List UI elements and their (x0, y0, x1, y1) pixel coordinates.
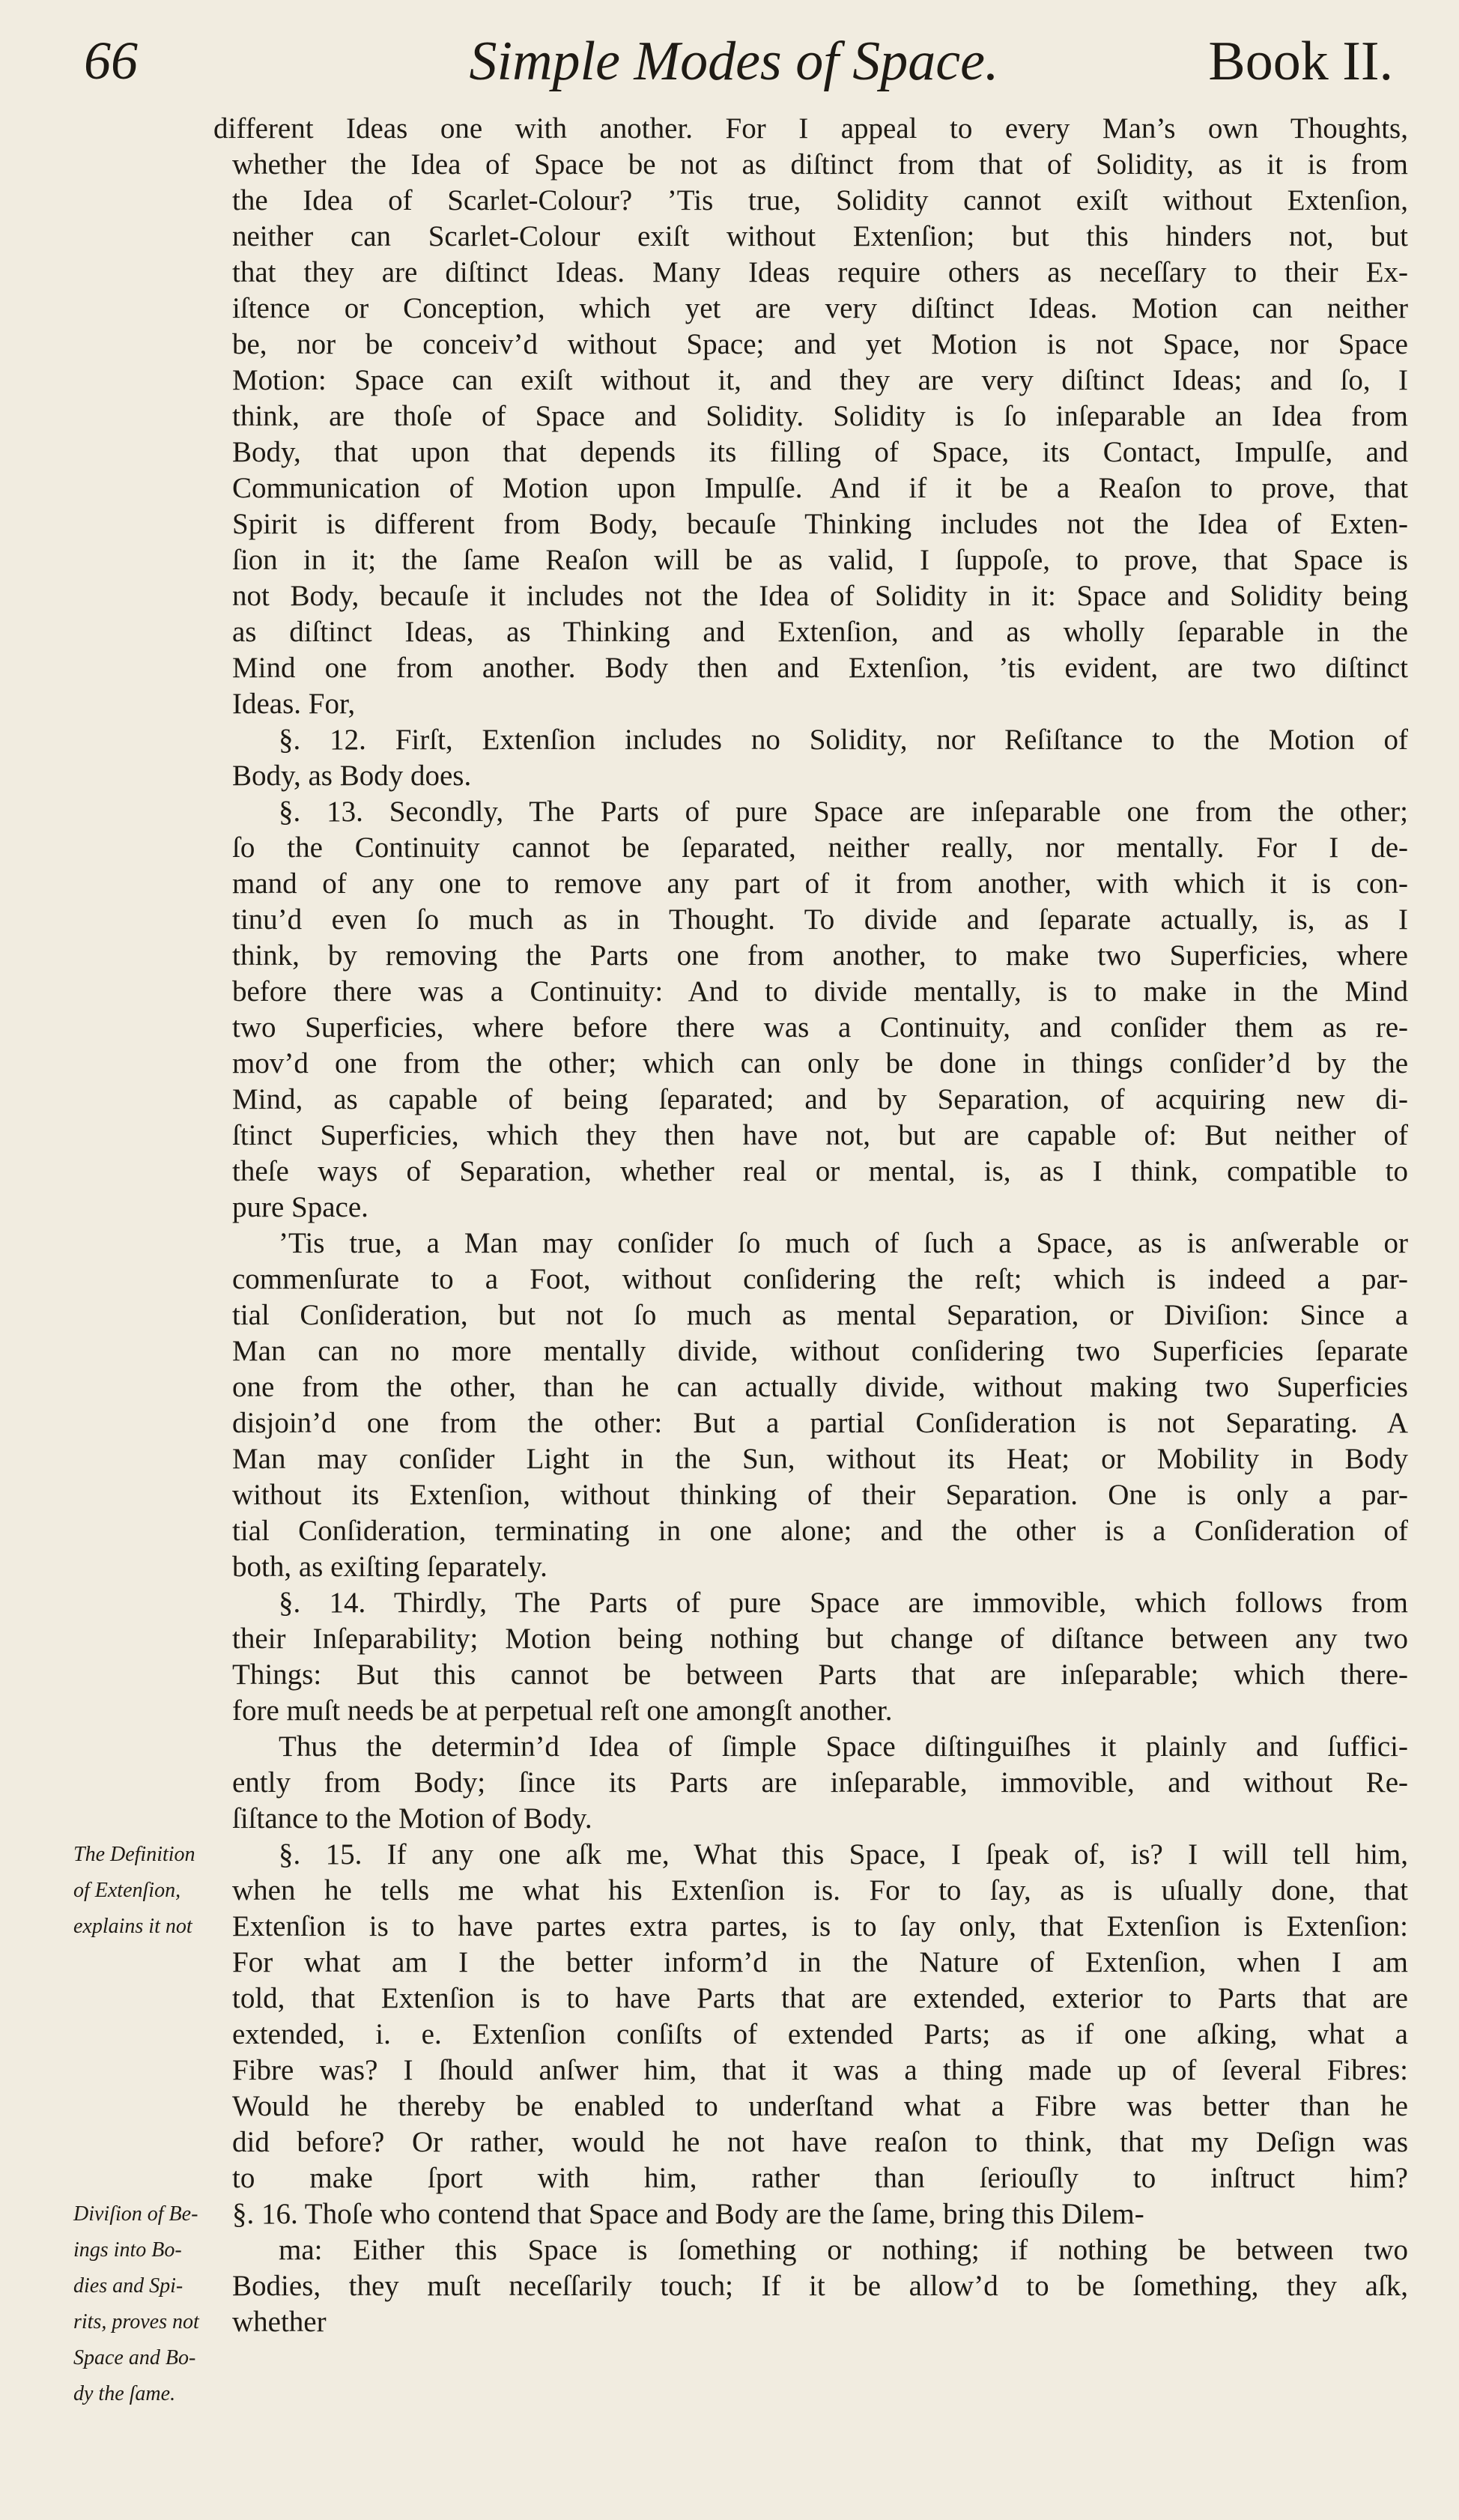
margin-note: Space and Bo- (73, 2346, 196, 2369)
text-line: Things: But this cannot be between Parts that are inſeparable; which there- (232, 1659, 1408, 1691)
text-line: Body, that upon that depends its filling of Space, its Contact, Impulſe, and (232, 436, 1408, 468)
text-line: Mind, as capable of being ſeparated; and by Separation, of acquiring new di- (232, 1083, 1408, 1115)
margin-note: explains it not (73, 1915, 192, 1938)
margin-note: dies and Spi- (73, 2274, 183, 2298)
text-line: Thus the determin’d Idea of ſimple Space diſtinguiſhes it plainly and ſuffici- (279, 1730, 1408, 1763)
text-line: commenſurate to a Foot, without conſidering the reſt; which is indeed a par- (232, 1263, 1408, 1295)
margin-note: dy the ſame. (73, 2382, 176, 2405)
text-line: when he tells me what his Extenſion is. For to ſay, as is uſually done, that (232, 1874, 1408, 1906)
margin-note: of Extenſion, (73, 1879, 181, 1902)
text-line: ſo the Continuity cannot be ſeparated, neither really, nor mentally. For I de- (232, 832, 1408, 864)
text-line: ſtinct Superficies, which they then have not, but are capable of: But neither of (232, 1119, 1408, 1151)
text-line: §. 14. Thirdly, The Parts of pure Space are immovible, which follows from (279, 1587, 1408, 1619)
text-line: the Idea of Scarlet-Colour? ’Tis true, Solidity cannot exiſt without Extenſion, (232, 184, 1408, 216)
text-line: Mind one from another. Body then and Extenſion, ’tis evident, are two diſtinct (232, 652, 1408, 684)
text-line: to make ſport with him, rather than ſeriouſly to inſtruct him? (232, 2162, 1408, 2194)
text-line: before there was a Continuity: And to divide mentally, is to make in the Mind (232, 975, 1408, 1008)
running-title: Simple Modes of Space. (469, 31, 999, 92)
text-line: ſiſtance to the Motion of Body. (232, 1802, 592, 1835)
text-line: fore muſt needs be at perpetual reſt one amongſt another. (232, 1694, 893, 1727)
text-line: §. 13. Secondly, The Parts of pure Space are inſeparable one from the other; (279, 796, 1408, 828)
text-line: think, by removing the Parts one from another, to make two Superficies, where (232, 939, 1408, 972)
text-line: be, nor be conceiv’d without Space; and yet Motion is not Space, nor Space (232, 328, 1408, 360)
text-line: disjoin’d one from the other: But a partial Conſideration is not Separating. A (232, 1407, 1408, 1439)
page-header (75, 22, 1393, 105)
text-line: theſe ways of Separation, whether real or mental, is, as I think, compatible to (232, 1155, 1408, 1187)
margin-note: ings into Bo- (73, 2238, 182, 2262)
text-line: iſtence or Conception, which yet are very diſtinct Ideas. Motion can neither (232, 292, 1408, 324)
text-line: tinu’d even ſo much as in Thought. To divide and ſeparate actually, is, as I (232, 903, 1408, 936)
page-number: 66 (84, 31, 138, 91)
text-line: that they are diſtinct Ideas. Many Ideas require others as neceſſary to their Ex- (232, 256, 1408, 288)
text-line: ſion in it; the ſame Reaſon will be as valid, I ſuppoſe, to prove, that Space is (232, 544, 1408, 576)
text-line: whether (232, 2306, 327, 2338)
text-line: Would he thereby be enabled to underſtand what a Fibre was better than he (232, 2090, 1408, 2122)
margin-note: The Definition (73, 1843, 195, 1866)
text-line: Communication of Motion upon Impulſe. And if it be a Reaſon to prove, that (232, 472, 1408, 504)
text-line: tial Conſideration, but not ſo much as mental Separation, or Diviſion: Since a (232, 1299, 1408, 1331)
text-line: §. 15. If any one aſk me, What this Space, I ſpeak of, is? I will tell him, (279, 1838, 1408, 1871)
text-line: pure Space. (232, 1191, 368, 1223)
text-line: mov’d one from the other; which can only be done in things conſider’d by the (232, 1047, 1408, 1079)
text-line: extended, i. e. Extenſion conſiſts of extended Parts; as if one aſking, what a (232, 2018, 1408, 2050)
text-line: tial Conſideration, terminating in one alone; and the other is a Conſideration of (232, 1515, 1408, 1547)
text-line: two Superficies, where before there was a Continuity, and conſider them as re- (232, 1011, 1408, 1044)
text-line: Ideas. For, (232, 688, 356, 720)
text-line: ma: Either this Space is ſomething or nothing; if nothing be between two (279, 2234, 1408, 2266)
catchword (232, 2340, 1408, 2376)
text-line: Man can no more mentally divide, without conſidering two Superficies ſeparate (232, 1335, 1408, 1367)
margin-note: rits, proves not (73, 2310, 199, 2333)
text-line: without its Extenſion, without thinking of their Separation. One is only a par- (232, 1479, 1408, 1511)
text-line: as diſtinct Ideas, as Thinking and Extenſion, and as wholly ſeparable in the (232, 616, 1408, 648)
text-line: neither can Scarlet-Colour exiſt without Extenſion; but this hinders not, but (232, 220, 1408, 252)
text-line: For what am I the better inform’d in the Nature of Extenſion, when I am (232, 1946, 1408, 1978)
text-line: §. 12. Firſt, Extenſion includes no Solidity, nor Reſiſtance to the Motion of (279, 724, 1408, 756)
text-line: Body, as Body does. (232, 760, 472, 792)
text-line: both, as exiſting ſeparately. (232, 1551, 547, 1583)
text-line: ’Tis true, a Man may conſider ſo much of ſuch a Space, as is anſwerable or (279, 1227, 1408, 1259)
text-line: think, are thoſe of Space and Solidity. Solidity is ſo inſeparable an Idea from (232, 400, 1408, 432)
text-line: Extenſion is to have partes extra partes, is to ſay only, that Extenſion is Extenſion: (232, 1910, 1408, 1942)
text-line: told, that Extenſion is to have Parts that are extended, exterior to Parts that are (232, 1982, 1408, 2014)
text-line: Bodies, they muſt neceſſarily touch; If it be allow’d to be ſomething, they aſk, (232, 2270, 1408, 2302)
text-line: one from the other, than he can actually divide, without making two Superficies (232, 1371, 1408, 1403)
text-line: whether the Idea of Space be not as diſtinct from that of Solidity, as it is from (232, 148, 1408, 181)
book-label: Book II. (1208, 31, 1393, 92)
text-line: Motion: Space can exiſt without it, and they are very diſtinct Ideas; and ſo, I (232, 364, 1408, 396)
text-line: different Ideas one with another. For I appeal to every Man’s own Thoughts, (213, 112, 1408, 145)
text-line: §. 16. Thoſe who contend that Space and Body are the ſame, bring this Dilem- (232, 2198, 1144, 2230)
text-line: Fibre was? I ſhould anſwer him, that it was a thing made up of ſeveral Fibres: (232, 2054, 1408, 2086)
text-line: did before? Or rather, would he not have reaſon to think, that my Deſign was (232, 2126, 1408, 2158)
text-line: ently from Body; ſince its Parts are inſeparable, immovible, and without Re- (232, 1766, 1408, 1799)
margin-note: Diviſion of Be- (73, 2202, 198, 2226)
text-line: Man may conſider Light in the Sun, without its Heat; or Mobility in Body (232, 1443, 1408, 1475)
text-line: their Inſeparability; Motion being nothing but change of diſtance between any two (232, 1623, 1408, 1655)
text-line: mand of any one to remove any part of it from another, with which it is con- (232, 867, 1408, 900)
text-line: Spirit is different from Body, becauſe Thinking includes not the Idea of Exten- (232, 508, 1408, 540)
text-line: not Body, becauſe it includes not the Idea of Solidity in it: Space and Solidity being (232, 580, 1408, 612)
